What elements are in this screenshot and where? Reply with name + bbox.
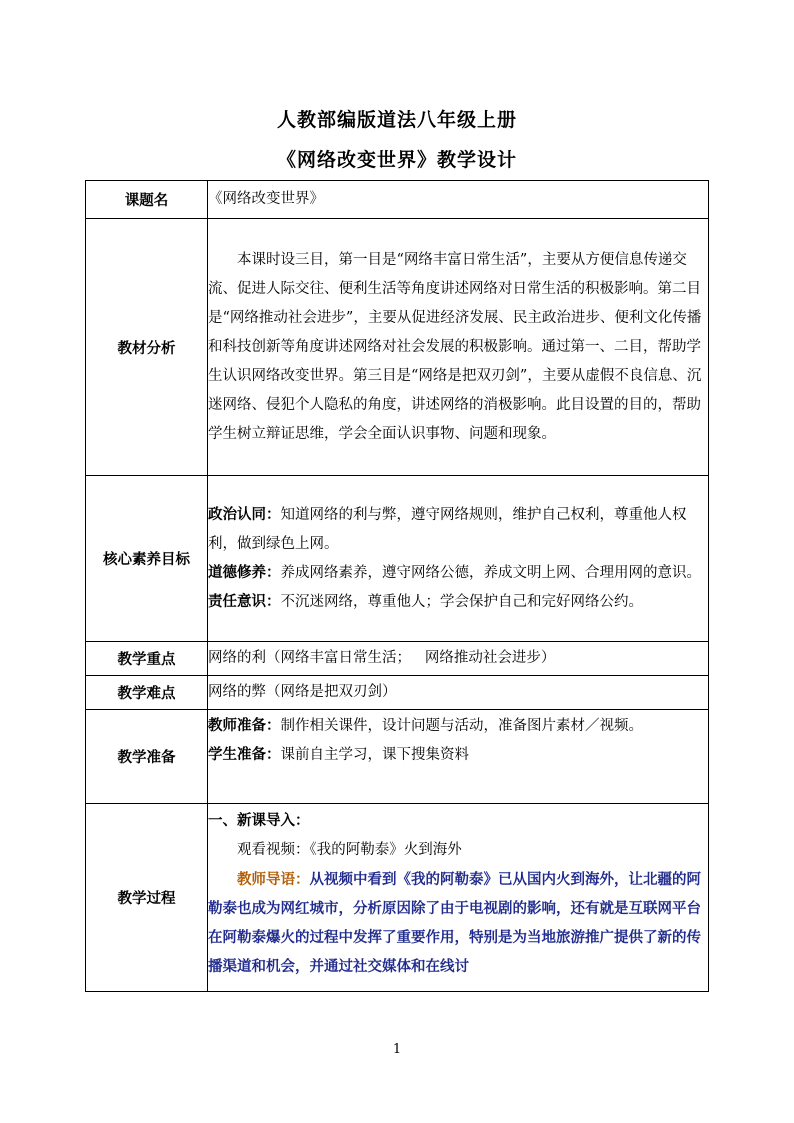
row-label-material: 教材分析: [86, 219, 208, 476]
literacy-item-head: 道德修养：: [208, 564, 281, 581]
row-label-difficulty: 教学难点: [86, 676, 208, 710]
literacy-item-body: 知道网络的利与弊，遵守网络规则，维护自己权利，尊重他人权利，做到绿色上网。: [208, 506, 687, 552]
row-label-preparation: 教学准备: [86, 710, 208, 804]
table-row-preparation: [86, 710, 709, 804]
table-row-topic: [86, 181, 709, 219]
process-guide-paragraph: [208, 865, 708, 981]
row-label-topic: 课题名: [86, 181, 208, 219]
literacy-item-head: 政治认同：: [208, 506, 281, 523]
row-label-process: 教学过程: [86, 804, 208, 992]
lesson-plan-table: [85, 180, 709, 992]
table-row-literacy: [86, 476, 709, 642]
table-row-material: [86, 219, 709, 476]
literacy-item-body: 养成网络素养，遵守网络公德，养成文明上网、合理用网的意识。: [280, 564, 701, 581]
process-section-title: 一、新课导入：: [208, 813, 310, 829]
guide-text: 从视频中看到《我的阿勒泰》已从国内火到海外，让北疆的阿勒泰也成为网红城市，分析原因除了由于电视剧的影响，还有就是互联网平台在阿勒泰爆火的过程中发挥了重要作用，特别是为当地旅游推广提供了新的传播渠道和机会，并通过社交媒体和在线讨: [208, 871, 701, 975]
document-subtitle: 《网络改变世界》教学设计: [276, 149, 517, 171]
material-analysis-text: 本课时设三目，第一目是“网络丰富日常生活”，主要从方便信息传递交流、促进人际交往、便利生活等角度讲述网络对日常生活的积极影响。第二目是“网络推动社会进步”，主要从促进经济发展、民主政治进步、便利文化传播和科技创新等角度讲述网络对社会发展的积极影响。通过第一、二目，帮助学生认识网络改变世界。第三目是“网络是把双刃剑”，主要从虚假不良信息、沉迷网络、侵犯个人隐私的角度，讲述网络的消极影响。此目设置的目的，帮助学生树立辩证思维，学会全面认识事物、问题和现象。: [208, 251, 702, 442]
literacy-item: [208, 559, 708, 588]
guide-label: 教师导语：: [237, 871, 310, 888]
preparation-item: [208, 712, 708, 741]
topic-value: 《网络改变世界》: [208, 181, 709, 219]
page-number: 1: [392, 1042, 402, 1057]
preparation-item-head: 教师准备：: [208, 718, 281, 734]
literacy-item-head: 责任意识：: [208, 593, 281, 610]
difficulty-value: 网络的弊（网络是把双刃剑）: [208, 676, 709, 710]
table-row-difficulty: [86, 676, 709, 710]
literacy-item-body: 不沉迷网络，尊重他人；学会保护自己和完好网络公约。: [280, 593, 643, 610]
literacy-item: [208, 501, 708, 559]
preparation-item-body: 课前自主学习，课下搜集资料: [280, 747, 469, 763]
table-row-key-point: [86, 642, 709, 676]
literacy-item: [208, 588, 708, 617]
row-label-literacy: 核心素养目标: [86, 476, 208, 642]
preparation-item: [208, 741, 708, 770]
key-point-value: 网络的利（网络丰富日常生活； 网络推动社会进步）: [208, 642, 709, 676]
row-label-key-point: 教学重点: [86, 642, 208, 676]
table-row-process: [86, 804, 709, 992]
document-title: 人教部编版道法八年级上册: [276, 109, 517, 131]
preparation-item-body: 制作相关课件，设计问题与活动，准备图片素材／视频。: [280, 718, 643, 734]
preparation-item-head: 学生准备：: [208, 747, 281, 763]
process-video-line: 观看视频：《我的阿勒泰》火到海外: [237, 842, 462, 858]
